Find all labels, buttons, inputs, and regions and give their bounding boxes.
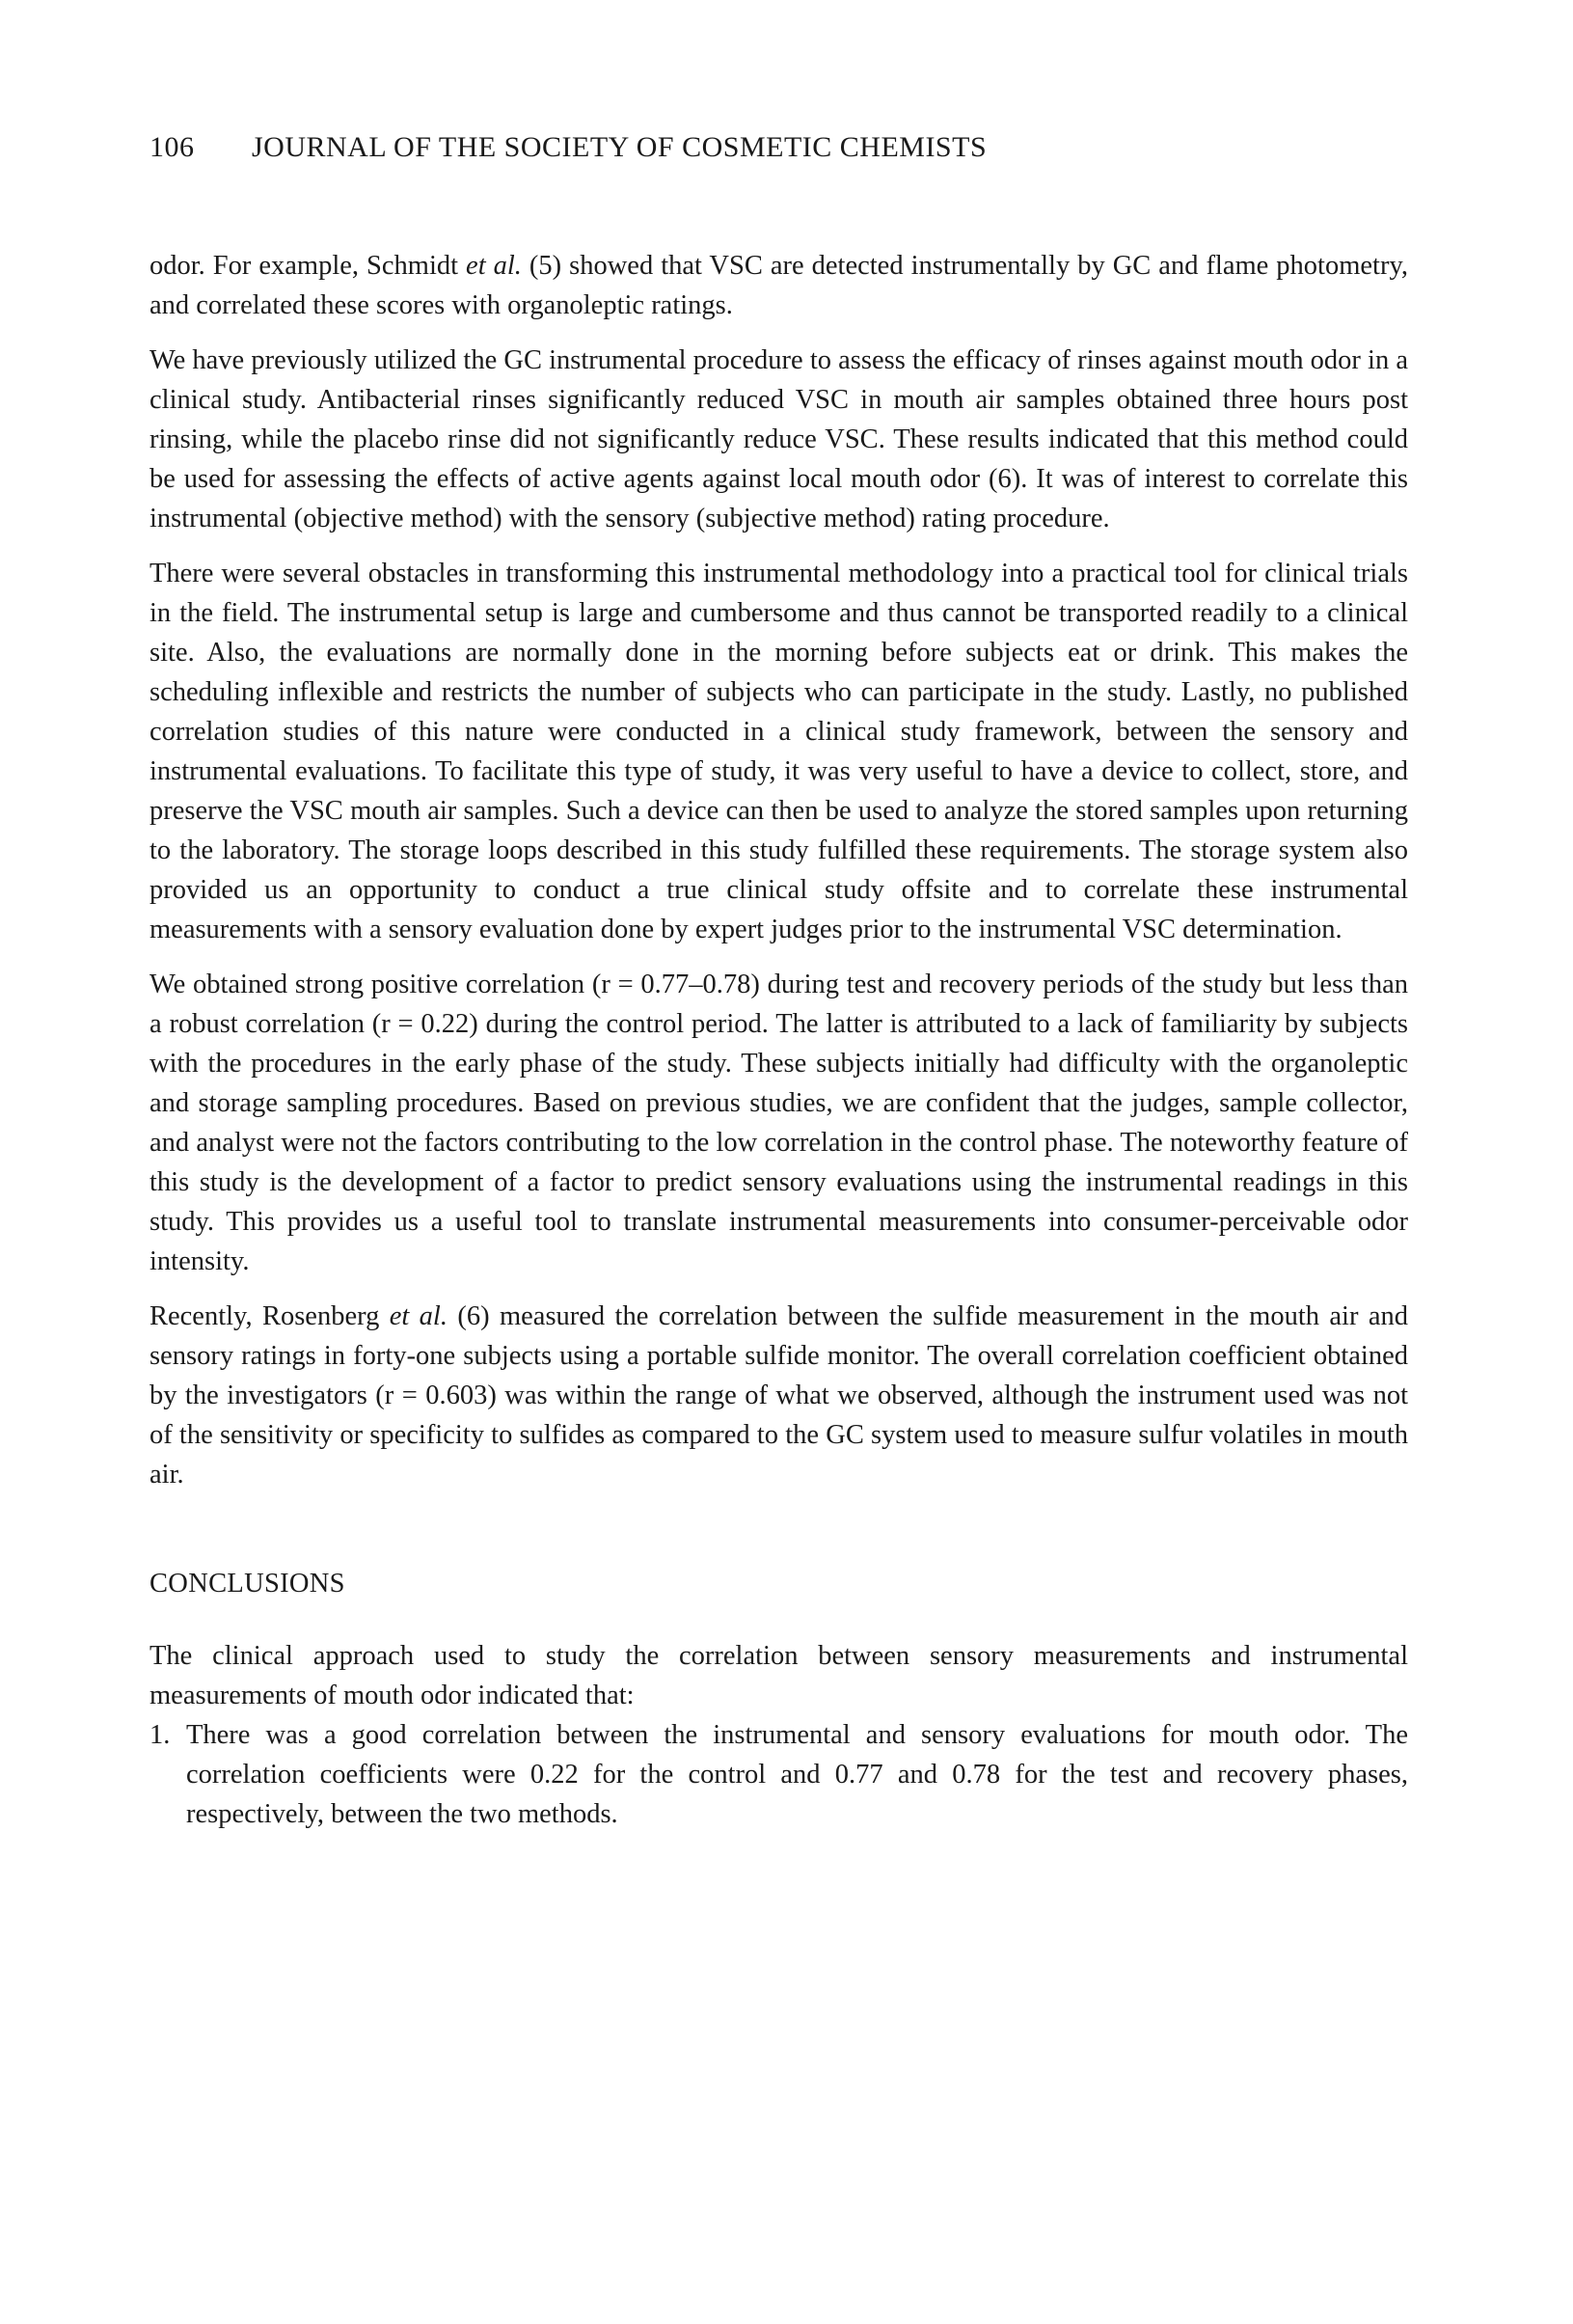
conclusions-intro: The clinical approach used to study the correlation between sensory measurements and instrumental measurements of mouth odor indicated that: xyxy=(149,1641,1408,1710)
list-item-number: 1. xyxy=(149,1720,171,1750)
paragraph-text: (6) measured the correlation between the sulfide measurement in the mouth air and sensory ratings in forty-one subjects using a portable sulfide monitor. The overall correlation coefficient obtained by the investigators (r = 0.603) was within the range of what we observed, although the instrument used was not of the sensitivity or specificity to sulfides as compared to the GC system used to measure sulfur volatiles in mouth air. xyxy=(149,1301,1408,1490)
list-item-text: There was a good correlation between the instrumental and sensory evaluations for mouth odor. The correlation coefficients were 0.22 for the control and 0.77 and 0.78 for the test and recovery phases, respectively, between the two methods. xyxy=(186,1720,1408,1829)
paragraph-gc-procedure: We have previously utilized the GC instrumental procedure to assess the efficacy of rinses against mouth odor in a clinical study. Antibacterial rinses significantly reduced VSC in mouth air samples obtained three hours post rinsing, while the placebo rinse did not significantly reduce VSC. These results indicated that this method could be used for assessing the effects of active agents against local mouth odor (6). It was of interest to correlate this instrumental (objective method) with the sensory (subjective method) rating procedure. xyxy=(149,345,1408,533)
page-number: 106 xyxy=(149,131,195,163)
paragraph-schmidt xyxy=(149,246,1408,325)
italic-et-al: et al. xyxy=(466,251,522,281)
paragraph-text: (5) showed that VSC are detected instrumentally by GC and flame photometry, and correlated these scores with organoleptic ratings. xyxy=(149,251,1408,320)
paragraph-correlation: We obtained strong positive correlation (r = 0.77–0.78) during test and recovery periods of the study but less than a robust correlation (r = 0.22) during the control period. The latter is attributed to a lack of familiarity by subjects with the procedures in the early phase of the study. These subjects initially had difficulty with the organoleptic and storage sampling procedures. Based on previous studies, we are confident that the judges, sample collector, and analyst were not the factors contributing to the low correlation in the control phase. The noteworthy feature of this study is the development of a factor to predict sensory evaluations using the instrumental readings in this study. This provides us a useful tool to translate instrumental measurements into consumer-perceivable odor intensity. xyxy=(149,970,1408,1276)
italic-et-al: et al. xyxy=(389,1301,447,1331)
paragraph-obstacles: There were several obstacles in transforming this instrumental methodology into a practical tool for clinical trials in the field. The instrumental setup is large and cumbersome and thus cannot be transported readily to a clinical site. Also, the evaluations are normally done in the morning before subjects eat or drink. This makes the scheduling inflexible and restricts the number of subjects who can participate in the study. Lastly, no published correlation studies of this nature were conducted in a clinical study framework, between the sensory and instrumental evaluations. To facilitate this type of study, it was very useful to have a device to collect, store, and preserve the VSC mouth air samples. Such a device can then be used to analyze the stored samples upon returning to the laboratory. The storage loops described in this study fulfilled these requirements. The storage system also provided us an opportunity to conduct a true clinical study offsite and to correlate these instrumental measurements with a sensory evaluation done by expert judges prior to the instrumental VSC determination. xyxy=(149,559,1408,944)
running-head xyxy=(149,131,1408,164)
conclusions-list xyxy=(149,1715,1408,1834)
journal-title: JOURNAL OF THE SOCIETY OF COSMETIC CHEMISTS xyxy=(252,131,988,163)
section-heading-conclusions: CONCLUSIONS xyxy=(149,1569,345,1599)
list-item xyxy=(149,1715,1408,1834)
paragraph-text: odor. For example, Schmidt xyxy=(149,251,467,281)
paragraph-rosenberg xyxy=(149,1297,1408,1494)
paragraph-text: Recently, Rosenberg xyxy=(149,1301,390,1331)
body-text xyxy=(149,246,1408,1834)
